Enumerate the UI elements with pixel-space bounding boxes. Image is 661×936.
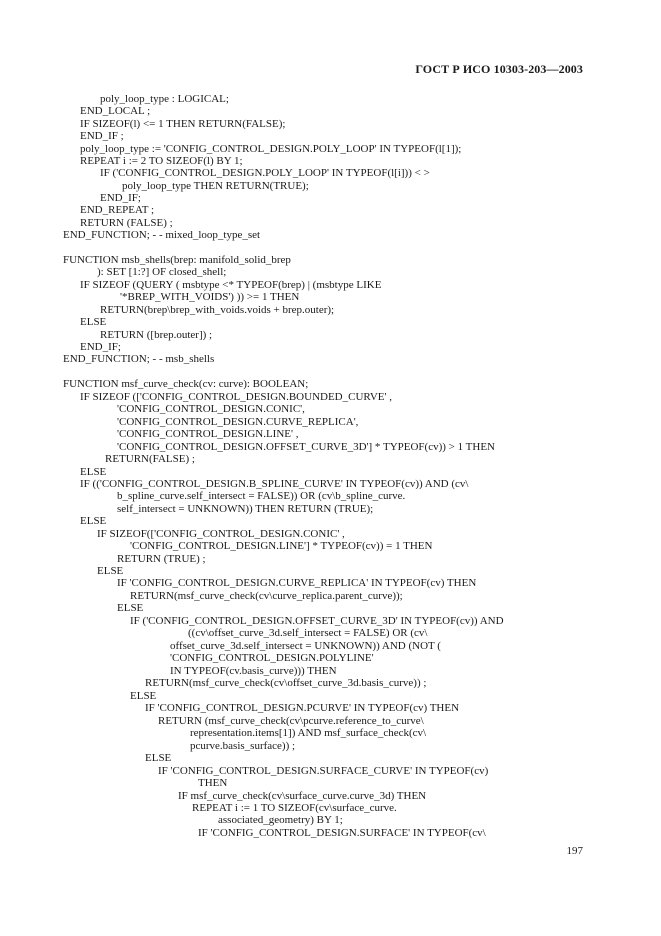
code-line: RETURN(msf_curve_check(cv\offset_curve_3d.basis_curve)) ; xyxy=(145,677,427,689)
code-line: IF 'CONFIG_CONTROL_DESIGN.PCURVE' IN TYPEOF(cv) THEN xyxy=(145,702,460,714)
code-line: IF 'CONFIG_CONTROL_DESIGN.CURVE_REPLICA' IN TYPEOF(cv) THEN xyxy=(117,577,477,589)
code-line: 'CONFIG_CONTROL_DESIGN.POLYLINE' xyxy=(170,652,374,664)
code-line: IF SIZEOF(['CONFIG_CONTROL_DESIGN.CONIC' , xyxy=(97,528,345,540)
code-line: ELSE xyxy=(97,565,124,577)
page-number: 197 xyxy=(566,845,583,857)
code-line: ELSE xyxy=(80,466,107,478)
code-line: ((cv\offset_curve_3d.self_intersect = FALSE) OR (cv\ xyxy=(188,627,428,639)
code-line: ELSE xyxy=(117,602,144,614)
code-line: FUNCTION msb_shells(brep: manifold_solid_brep xyxy=(63,254,291,266)
code-line: IF SIZEOF (QUERY ( msbtype <* TYPEOF(brep) | (msbtype LIKE xyxy=(80,279,382,291)
code-line: IF SIZEOF(l) <= 1 THEN RETURN(FALSE); xyxy=(80,118,286,130)
code-line: END_IF; xyxy=(80,341,121,353)
code-line: IF ('CONFIG_CONTROL_DESIGN.POLY_LOOP' IN TYPEOF(l[i])) < > xyxy=(100,167,430,179)
code-line: 'CONFIG_CONTROL_DESIGN.OFFSET_CURVE_3D'] * TYPEOF(cv)) > 1 THEN xyxy=(117,441,495,453)
code-line: RETURN(msf_curve_check(cv\curve_replica.parent_curve)); xyxy=(130,590,403,602)
code-line: RETURN (TRUE) ; xyxy=(117,553,206,565)
code-line: RETURN(FALSE) ; xyxy=(105,453,195,465)
code-line: 'CONFIG_CONTROL_DESIGN.LINE' , xyxy=(117,428,299,440)
code-line: 'CONFIG_CONTROL_DESIGN.CURVE_REPLICA', xyxy=(117,416,359,428)
code-line: IF ('CONFIG_CONTROL_DESIGN.OFFSET_CURVE_3D' IN TYPEOF(cv)) AND xyxy=(130,615,504,627)
code-line: FUNCTION msf_curve_check(cv: curve): BOOLEAN; xyxy=(63,378,309,390)
code-line: RETURN ([brep.outer]) ; xyxy=(100,329,213,341)
code-line: IF 'CONFIG_CONTROL_DESIGN.SURFACE_CURVE' IN TYPEOF(cv) xyxy=(158,765,489,777)
code-line: THEN xyxy=(198,777,228,789)
code-line: 'CONFIG_CONTROL_DESIGN.LINE'] * TYPEOF(cv)) = 1 THEN xyxy=(130,540,433,552)
code-line: IF SIZEOF (['CONFIG_CONTROL_DESIGN.BOUNDED_CURVE' , xyxy=(80,391,393,403)
standard-designation: ГОСТ Р ИСО 10303-203—2003 xyxy=(415,62,583,76)
code-line: '*BREP_WITH_VOIDS') )) >= 1 THEN xyxy=(120,291,300,303)
code-line: 'CONFIG_CONTROL_DESIGN.CONIC', xyxy=(117,403,305,415)
code-line: offset_curve_3d.self_intersect = UNKNOWN)) AND (NOT ( xyxy=(170,640,441,652)
code-line: b_spline_curve.self_intersect = FALSE)) OR (cv\b_spline_curve. xyxy=(117,490,406,502)
code-line: END_IF; xyxy=(100,192,141,204)
code-line: END_FUNCTION; - - msb_shells xyxy=(63,353,215,365)
code-line: ELSE xyxy=(130,690,157,702)
code-line: REPEAT i := 1 TO SIZEOF(cv\surface_curve. xyxy=(192,802,397,814)
code-line: poly_loop_type := 'CONFIG_CONTROL_DESIGN.POLY_LOOP' IN TYPEOF(l[1]); xyxy=(80,143,462,155)
code-line: ): SET [1:?] OF closed_shell; xyxy=(97,266,227,278)
code-line: poly_loop_type : LOGICAL; xyxy=(100,93,229,105)
code-line: END_LOCAL ; xyxy=(80,105,151,117)
code-line: RETURN (msf_curve_check(cv\pcurve.reference_to_curve\ xyxy=(158,715,424,727)
code-line: poly_loop_type THEN RETURN(TRUE); xyxy=(122,180,309,192)
code-line: IF 'CONFIG_CONTROL_DESIGN.SURFACE' IN TYPEOF(cv\ xyxy=(198,827,486,839)
code-line: END_REPEAT ; xyxy=(80,204,155,216)
code-line: ELSE xyxy=(80,515,107,527)
code-line: representation.items[1]) AND msf_surface_check(cv\ xyxy=(190,727,427,739)
code-line: associated_geometry) BY 1; xyxy=(218,814,343,826)
code-line: ELSE xyxy=(80,316,107,328)
code-line: RETURN(brep\brep_with_voids.voids + brep.outer); xyxy=(100,304,335,316)
code-line: IF msf_curve_check(cv\surface_curve.curve_3d) THEN xyxy=(178,790,427,802)
code-line: RETURN (FALSE) ; xyxy=(80,217,173,229)
code-line: pcurve.basis_surface)) ; xyxy=(190,740,296,752)
code-line: IN TYPEOF(cv.basis_curve))) THEN xyxy=(170,665,337,677)
code-line: self_intersect = UNKNOWN)) THEN RETURN (TRUE); xyxy=(117,503,374,515)
code-line: ELSE xyxy=(145,752,172,764)
code-line: REPEAT i := 2 TO SIZEOF(l) BY 1; xyxy=(80,155,243,167)
code-line: IF (('CONFIG_CONTROL_DESIGN.B_SPLINE_CURVE' IN TYPEOF(cv)) AND (cv\ xyxy=(80,478,469,490)
code-line: END_IF ; xyxy=(80,130,124,142)
code-line: END_FUNCTION; - - mixed_loop_type_set xyxy=(63,229,261,241)
